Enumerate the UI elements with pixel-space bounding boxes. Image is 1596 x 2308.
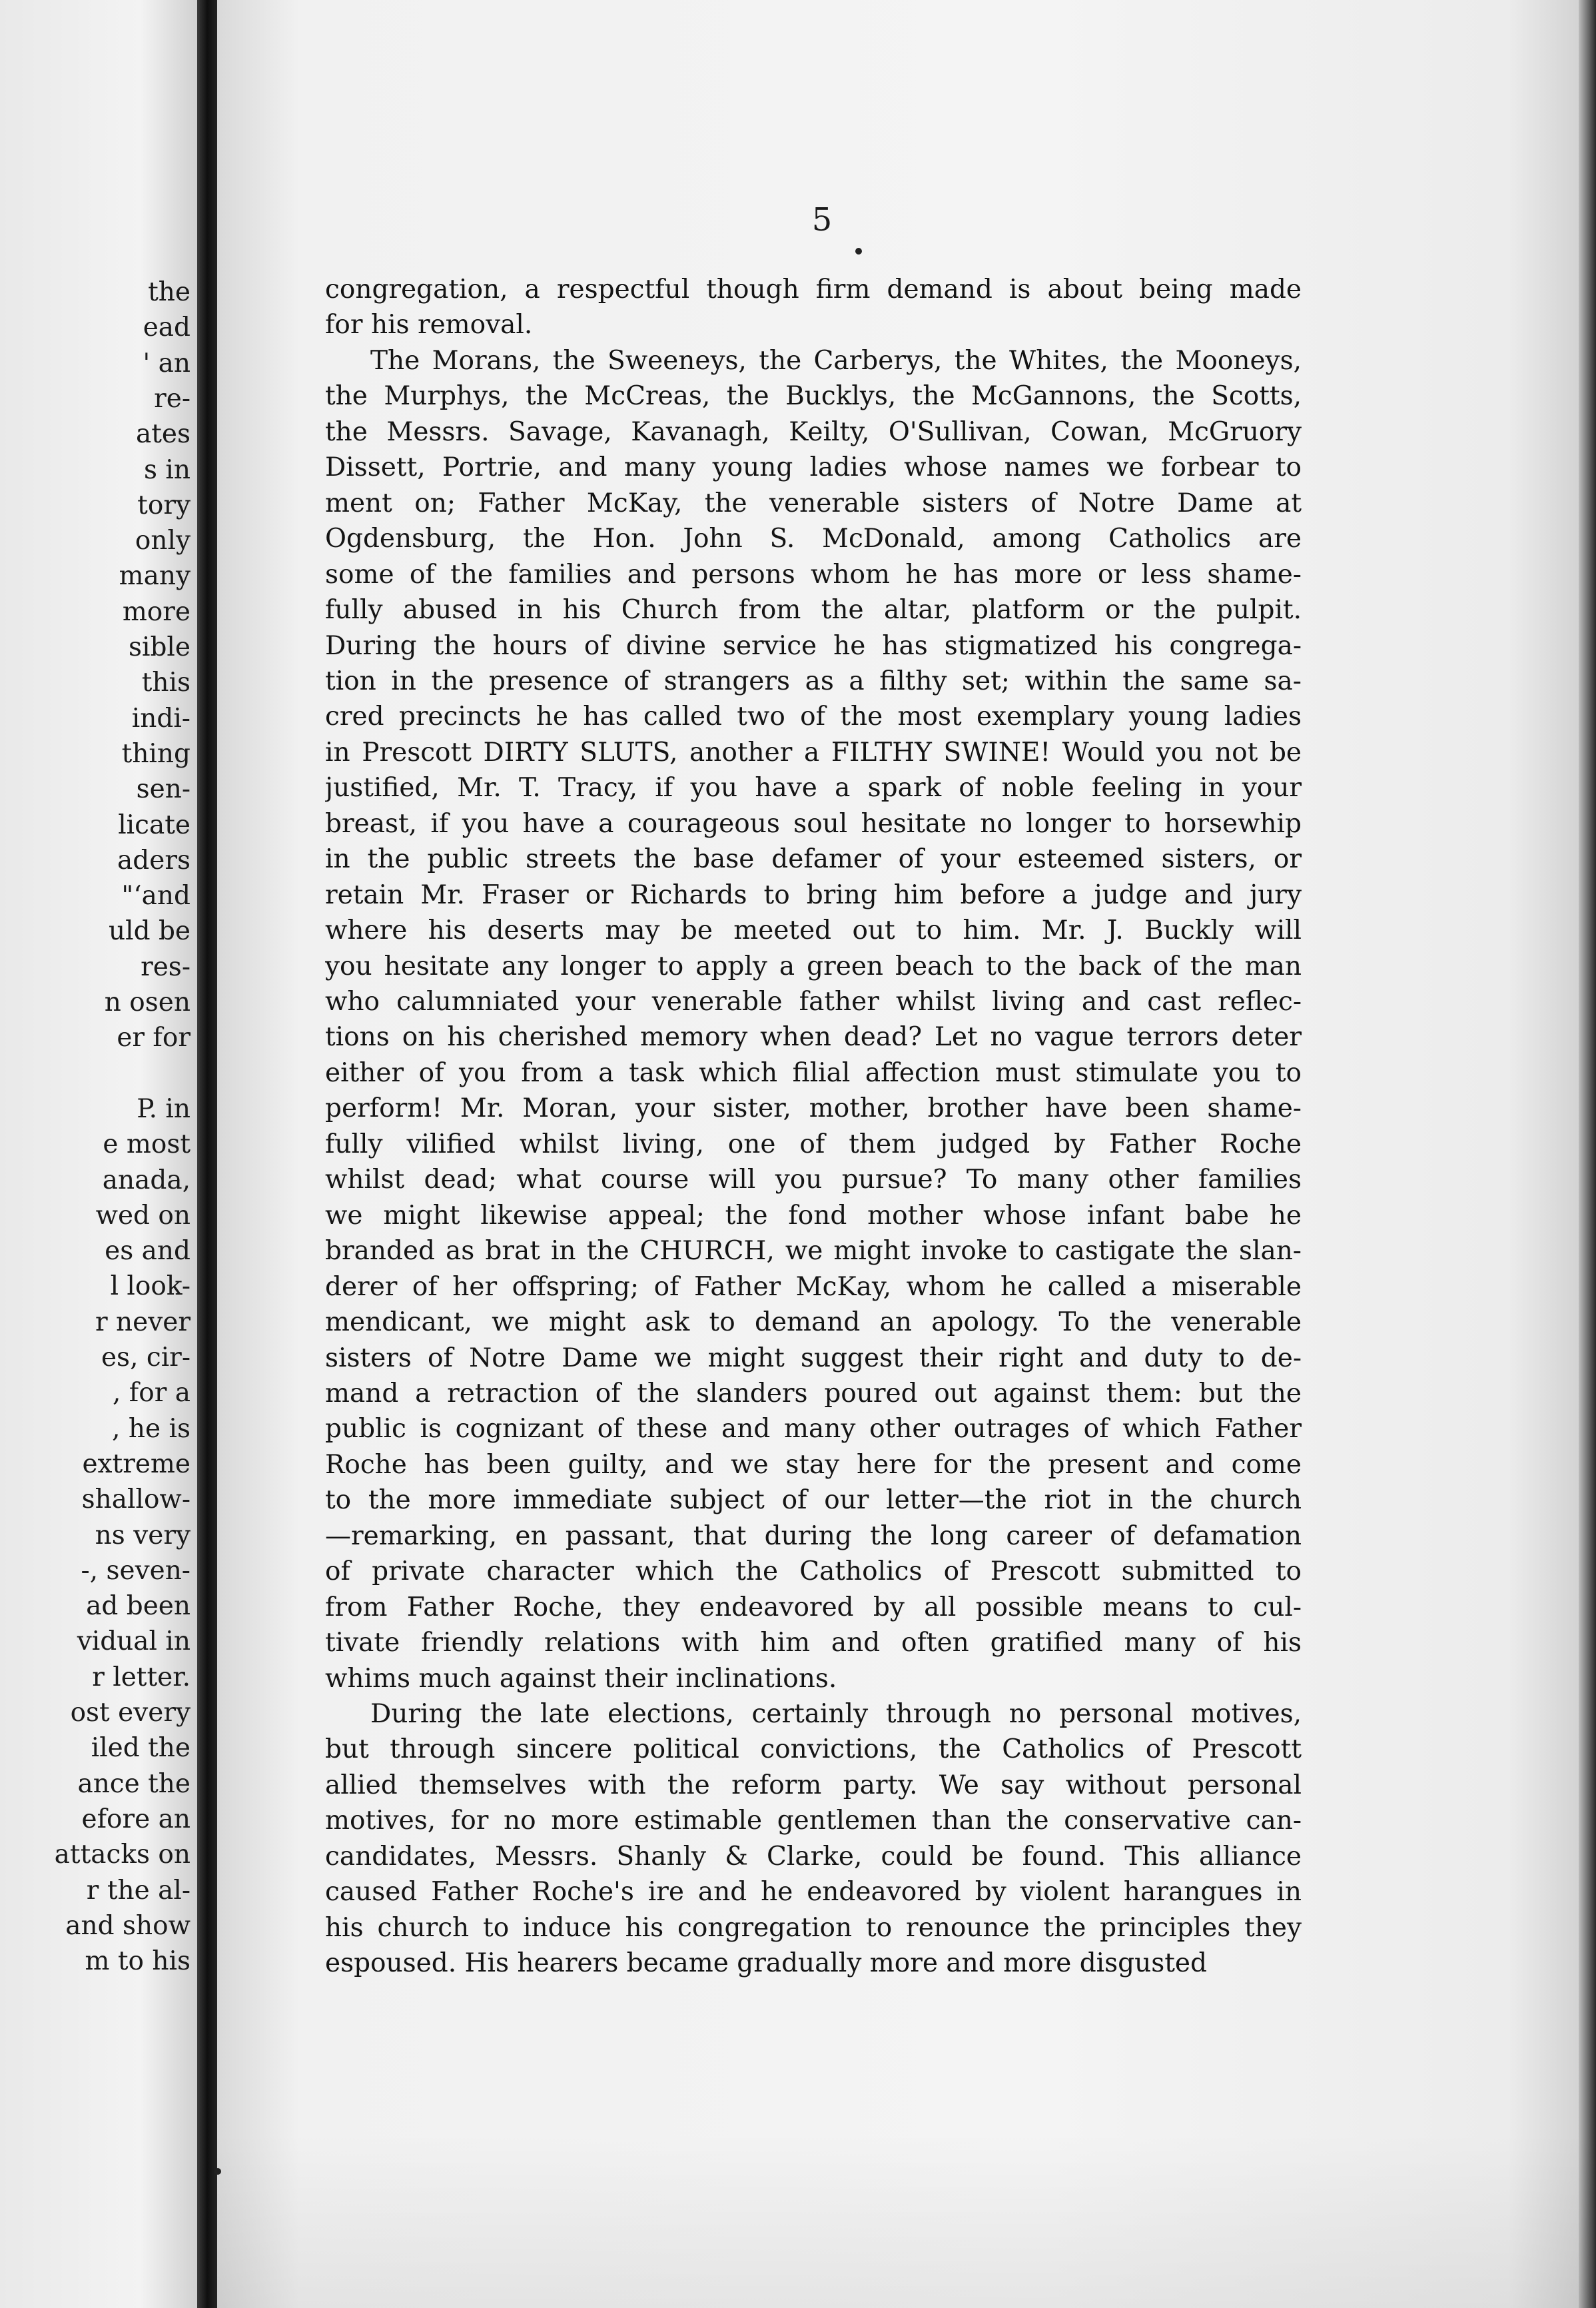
left-page-line: and show: [65, 1910, 191, 1941]
body-line: branded as brat in the CHURCH, we might invoke to castigate the slan-: [325, 1236, 1302, 1267]
left-page-line: shallow-: [81, 1484, 191, 1515]
left-page-line: licate: [118, 810, 191, 840]
body-line: in the public streets the base defamer of your esteemed sisters, or: [325, 844, 1302, 875]
body-line: of private character which the Catholics of Prescott submitted to: [325, 1556, 1302, 1587]
left-page-line: er for: [117, 1023, 191, 1053]
left-page-line: ance the: [77, 1768, 191, 1799]
left-page-line: r never: [95, 1307, 191, 1337]
left-page-line: ead: [143, 312, 191, 343]
body-line: you hesitate any longer to apply a green beach to the back of the man: [325, 951, 1302, 981]
page-edge-shadow: [1579, 0, 1596, 2308]
body-line: allied themselves with the reform party. We say without personal: [325, 1770, 1302, 1800]
left-page-line: re-: [154, 383, 191, 414]
left-page-line: e most: [103, 1129, 191, 1160]
body-line: whims much against their inclinations.: [325, 1663, 837, 1694]
left-page-line: -, seven-: [81, 1555, 191, 1586]
left-page-line: l look-: [110, 1271, 191, 1302]
left-page-line: res-: [141, 951, 191, 982]
body-line: ment on; Father McKay, the venerable sisters of Notre Dame at: [325, 488, 1302, 518]
body-line: for his removal.: [325, 310, 533, 340]
body-line: where his deserts may be meeted out to him. Mr. J. Buckly will: [325, 915, 1302, 946]
left-page-line: ates: [135, 419, 191, 450]
body-line: fully vilified whilst living, one of them judged by Father Roche: [325, 1129, 1302, 1159]
body-line: the Murphys, the McCreas, the Bucklys, the McGannons, the Scotts,: [325, 381, 1302, 412]
left-page-line: extreme: [82, 1448, 191, 1479]
left-page-line: r letter.: [92, 1662, 191, 1692]
body-line: Ogdensburg, the Hon. John S. McDonald, among Catholics are: [325, 524, 1302, 554]
body-line: perform! Mr. Moran, your sister, mother, brother have been shame-: [325, 1093, 1302, 1124]
body-line: tivate friendly relations with him and often gratified many of his: [325, 1628, 1302, 1658]
body-line: congregation, a respectful though firm demand is about being made: [325, 275, 1302, 304]
left-page-line: m to his: [85, 1946, 191, 1977]
body-line: cred precincts he has called two of the most exemplary young ladies: [325, 702, 1302, 732]
left-page-line: sible: [128, 632, 191, 662]
body-line: tions on his cherished memory when dead? Let no vague terrors deter: [325, 1022, 1302, 1053]
left-page-line: indi-: [131, 703, 191, 734]
body-line: Dissett, Portrie, and many young ladies whose names we forbear to: [325, 452, 1302, 483]
body-line: public is cognizant of these and many other outrages of which Father: [325, 1414, 1302, 1444]
body-line: During the hours of divine service he has stigmatized his congrega-: [325, 630, 1302, 661]
page-number: 5: [811, 201, 833, 239]
left-page-line: n osen: [104, 987, 191, 1017]
book-gutter: [197, 0, 220, 2308]
body-line: tion in the presence of strangers as a filthy set; within the same sa-: [325, 666, 1302, 696]
left-page-line: "‘and: [121, 881, 191, 911]
body-line: retain Mr. Fraser or Richards to bring him before a judge and jury: [325, 879, 1302, 910]
left-page-line: wed on: [95, 1200, 191, 1231]
margin-speck: [214, 2168, 221, 2175]
body-line: the Messrs. Savage, Kavanagh, Keilty, O'Sullivan, Cowan, McGruory: [325, 416, 1302, 447]
body-line: in Prescott DIRTY SLUTS, another a FILTHY SWINE! Would you not be: [325, 737, 1302, 768]
left-page-line: iled the: [91, 1733, 191, 1764]
left-page-line: s in: [143, 454, 191, 485]
body-line: —remarking, en passant, that during the long career of defamation: [325, 1520, 1302, 1551]
body-line: breast, if you have a courageous soul hesitate no longer to horsewhip: [325, 808, 1302, 839]
left-page-line: r the al-: [86, 1875, 191, 1906]
left-page-line: sen-: [136, 774, 191, 805]
left-page-line: ad been: [86, 1591, 191, 1622]
body-line: his church to induce his congregation to renounce the principles they: [325, 1912, 1302, 1943]
left-page-line: the: [148, 277, 191, 307]
body-line: whilst dead; what course will you pursue? To many other families: [325, 1165, 1302, 1195]
body-line: from Father Roche, they endeavored by all possible means to cul-: [325, 1592, 1302, 1622]
body-line: mand a retraction of the slanders poured out against them: but the: [325, 1378, 1302, 1409]
left-page-line: aders: [117, 845, 191, 875]
left-page-line: this: [141, 668, 191, 698]
left-page-line: es and: [105, 1236, 191, 1267]
left-page-line: ost every: [70, 1698, 191, 1728]
left-page-line: thing: [121, 738, 191, 769]
body-line: motives, for no more estimable gentlemen than the conservative can-: [325, 1806, 1302, 1836]
left-page-line: P. in: [137, 1093, 191, 1124]
left-page-line: es, cir-: [101, 1343, 191, 1373]
left-page-line: , he is: [112, 1413, 191, 1444]
body-line: justified, Mr. T. Tracy, if you have a spark of noble feeling in your: [325, 773, 1302, 804]
left-page-line: more: [122, 596, 191, 627]
body-line: derer of her offspring; of Father McKay, whom he called a miserable: [325, 1271, 1302, 1302]
left-page-line: anada,: [102, 1165, 191, 1195]
body-line: sisters of Notre Dame we might suggest their right and duty to de-: [325, 1343, 1302, 1373]
left-page-line: tory: [137, 490, 191, 520]
left-page-line: uld be: [109, 916, 191, 947]
body-line: to the more immediate subject of our letter—the riot in the church: [325, 1485, 1302, 1516]
body-line: During the late elections, certainly through no personal motives,: [370, 1699, 1302, 1729]
body-line: fully abused in his Church from the altar, platform or the pulpit.: [325, 595, 1302, 626]
left-page-line: , for a: [113, 1378, 191, 1409]
left-page-line: attacks on: [54, 1840, 191, 1870]
left-page-line: only: [135, 526, 191, 556]
body-line: The Morans, the Sweeneys, the Carberys, the Whites, the Mooneys,: [370, 345, 1302, 376]
page-number-dot: [855, 248, 862, 255]
body-line: candidates, Messrs. Shanly & Clarke, could be found. This alliance: [325, 1841, 1302, 1872]
left-page-line: efore an: [81, 1804, 191, 1834]
left-page-fragment: [0, 0, 200, 2308]
left-page-line: ' an: [143, 348, 191, 378]
body-line: Roche has been guilty, and we stay here for the present and come: [325, 1449, 1302, 1480]
body-line: either of you from a task which filial affection must stimulate you to: [325, 1057, 1302, 1088]
body-line: we might likewise appeal; the fond mother whose infant babe he: [325, 1200, 1302, 1231]
body-line: some of the families and persons whom he has more or less shame-: [325, 559, 1302, 590]
body-line: who calumniated your venerable father whilst living and cast reflec-: [325, 987, 1302, 1017]
body-line: espoused. His hearers became gradually more and more disgusted: [325, 1948, 1207, 1979]
body-line: caused Father Roche's ire and he endeavored by violent harangues in: [325, 1877, 1302, 1908]
left-page-line: ns very: [95, 1520, 191, 1550]
body-line: mendicant, we might ask to demand an apology. To the venerable: [325, 1307, 1302, 1338]
left-page-line: vidual in: [77, 1626, 191, 1657]
body-line: but through sincere political convictions, the Catholics of Prescott: [325, 1734, 1302, 1765]
left-page-line: many: [119, 561, 191, 592]
